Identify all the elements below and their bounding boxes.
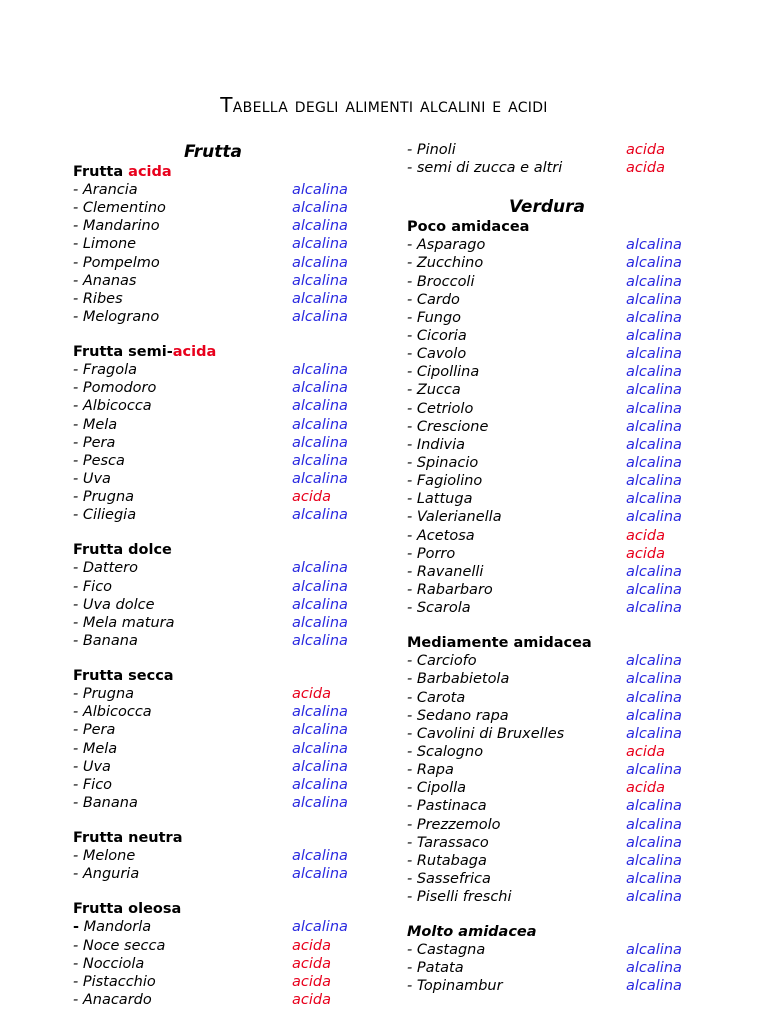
section-frutta-oleosa: [73, 900, 373, 1009]
food-row: [407, 797, 707, 815]
food-name: - Valerianella: [407, 509, 502, 526]
food-name: - Anguria: [73, 866, 140, 883]
ph-value: alcalina: [626, 237, 682, 254]
section-frutta-neutra: [73, 829, 373, 883]
ph-value: acida: [292, 686, 331, 703]
food-row: [407, 236, 707, 254]
ph-value: alcalina: [626, 309, 682, 326]
food-name: - Fagiolino: [407, 473, 483, 490]
food-name: - Albicocca: [73, 704, 152, 721]
food-name: - Fragola: [73, 362, 138, 379]
frutta-heading: Frutta: [184, 142, 242, 162]
food-name: - Albicocca: [73, 398, 152, 415]
food-name: - Nocciola: [73, 955, 145, 972]
food-row: [73, 632, 373, 650]
food-row: [73, 506, 373, 524]
food-row: [407, 141, 707, 159]
food-row: [73, 235, 373, 253]
food-row: [407, 436, 707, 454]
ph-value: alcalina: [626, 671, 682, 688]
ph-value: alcalina: [626, 816, 682, 833]
ph-value: alcalina: [626, 889, 682, 906]
food-name: - Pompelmo: [73, 254, 160, 271]
ph-value: alcalina: [292, 740, 348, 757]
food-name: - Banana: [73, 632, 138, 649]
food-name: - Cetriolo: [407, 400, 474, 417]
food-name: - Carciofo: [407, 653, 477, 670]
ph-value: alcalina: [292, 254, 348, 271]
food-name: - Fico: [73, 776, 113, 793]
page-title: Tabella degli alimenti alcalini e acidi: [220, 93, 548, 117]
ph-value: alcalina: [292, 290, 348, 307]
food-name: - Rapa: [407, 762, 454, 779]
food-name: - Cavolini di Bruxelles: [407, 725, 565, 742]
food-name: - Indivia: [407, 436, 466, 453]
ph-value: alcalina: [292, 866, 348, 883]
food-name: - Prezzemolo: [407, 816, 501, 833]
food-name: - Limone: [73, 236, 137, 253]
food-name: - Spinacio: [407, 454, 479, 471]
food-row: [73, 703, 373, 721]
ph-value: acida: [292, 991, 331, 1008]
food-name: - Scalogno: [407, 743, 484, 760]
food-row: [407, 291, 707, 309]
food-name: - Porro: [407, 545, 456, 562]
food-name: - Banana: [73, 794, 138, 811]
ph-value: alcalina: [292, 470, 348, 487]
food-row: [73, 199, 373, 217]
food-row: [407, 527, 707, 545]
section-title-accent: acida: [128, 164, 172, 180]
food-row: [407, 159, 707, 177]
ph-value: alcalina: [292, 308, 348, 325]
food-name: - Cipolla: [407, 780, 467, 797]
food-name: - Anacardo: [73, 991, 152, 1008]
food-row: [407, 508, 707, 526]
food-row: [73, 470, 373, 488]
section-frutta-semi-acida: [73, 343, 373, 524]
ph-value: alcalina: [626, 978, 682, 995]
ph-value: alcalina: [626, 942, 682, 959]
section-title: Frutta dolce: [73, 542, 172, 559]
food-name: - Mandarino: [73, 218, 160, 235]
food-name: - Carota: [407, 689, 466, 706]
ph-value: alcalina: [626, 291, 682, 308]
section-title: Frutta oleosa: [73, 901, 182, 918]
food-row: [407, 816, 707, 834]
food-row: [407, 472, 707, 490]
ph-value: alcalina: [292, 398, 348, 415]
food-row: [407, 689, 707, 707]
food-name: - Prugna: [73, 686, 135, 703]
food-row: [407, 707, 707, 725]
ph-value: alcalina: [626, 563, 682, 580]
food-row: [407, 852, 707, 870]
food-row: [407, 761, 707, 779]
food-row: [73, 379, 373, 397]
ph-value: alcalina: [626, 382, 682, 399]
food-row: [73, 596, 373, 614]
section-frutta-dolce: [73, 541, 373, 650]
ph-value: alcalina: [626, 600, 682, 617]
section-frutta-oleosa-continued: [407, 141, 707, 177]
food-row: [73, 488, 373, 506]
food-row: [73, 758, 373, 776]
ph-value: alcalina: [626, 834, 682, 851]
food-row: [73, 272, 373, 290]
ph-value: alcalina: [292, 434, 348, 451]
ph-value: acida: [626, 743, 665, 760]
ph-value: alcalina: [292, 200, 348, 217]
food-row: [73, 955, 373, 973]
food-row: [73, 452, 373, 470]
food-row: [407, 941, 707, 959]
ph-value: acida: [292, 937, 331, 954]
food-name: - Acetosa: [407, 527, 475, 544]
ph-value: alcalina: [626, 762, 682, 779]
food-name: - Mandorla: [73, 919, 152, 936]
food-name: - Cardo: [407, 291, 460, 308]
ph-value: alcalina: [292, 560, 348, 577]
ph-value: alcalina: [626, 491, 682, 508]
food-row: [407, 363, 707, 381]
food-name: - Uva: [73, 470, 111, 487]
food-row: [73, 559, 373, 577]
ph-value: alcalina: [626, 707, 682, 724]
food-name: - Tarassaco: [407, 834, 489, 851]
food-row: [73, 918, 373, 936]
section-title: Frutta neutra: [73, 830, 183, 847]
ph-value: alcalina: [626, 581, 682, 598]
ph-value: alcalina: [626, 346, 682, 363]
food-row: [73, 847, 373, 865]
section-title: Poco amidacea: [407, 219, 530, 236]
food-row: [407, 870, 707, 888]
food-name: - Mela: [73, 416, 118, 433]
ph-value: acida: [292, 489, 331, 506]
food-name: - Dattero: [73, 560, 139, 577]
food-name: - semi di zucca e altri: [407, 160, 563, 177]
food-row: [407, 581, 707, 599]
food-row: [407, 381, 707, 399]
food-row: [407, 327, 707, 345]
food-row: [73, 290, 373, 308]
food-name: - Pera: [73, 722, 116, 739]
food-row: [407, 670, 707, 688]
food-name: - Sedano rapa: [407, 707, 509, 724]
ph-value: acida: [292, 955, 331, 972]
food-name: - Fico: [73, 578, 113, 595]
food-name: - Lattuga: [407, 491, 473, 508]
column-verdura: [407, 141, 707, 996]
food-name: - Fungo: [407, 309, 462, 326]
ph-value: alcalina: [292, 182, 348, 198]
ph-value: alcalina: [626, 327, 682, 344]
ph-value: alcalina: [626, 418, 682, 435]
food-row: [73, 937, 373, 955]
ph-value: alcalina: [626, 273, 682, 290]
food-name: - Zucca: [407, 382, 461, 399]
food-name: - Pomodoro: [73, 380, 157, 397]
food-name: - Cicoria: [407, 327, 467, 344]
ph-value: alcalina: [626, 509, 682, 526]
food-row: [73, 416, 373, 434]
food-name: - Zucchino: [407, 255, 484, 272]
ph-value: alcalina: [292, 614, 348, 631]
ph-value: alcalina: [626, 364, 682, 381]
food-name: - Melograno: [73, 308, 160, 325]
food-row: [407, 273, 707, 291]
ph-value: acida: [626, 780, 665, 797]
ph-value: alcalina: [292, 758, 348, 775]
ph-value: alcalina: [626, 436, 682, 453]
section-frutta-secca: [73, 667, 373, 812]
food-name: - Barbabietola: [407, 671, 510, 688]
food-name: - Pesca: [73, 452, 125, 469]
ph-value: alcalina: [626, 689, 682, 706]
food-row: [73, 254, 373, 272]
ph-value: acida: [626, 545, 665, 562]
section-title-text: Frutta: [73, 164, 129, 180]
ph-value: alcalina: [292, 704, 348, 721]
ph-value: alcalina: [626, 870, 682, 887]
ph-value: alcalina: [292, 919, 348, 936]
food-row: [73, 794, 373, 812]
food-row: [407, 834, 707, 852]
food-name: - Pastinaca: [407, 798, 487, 815]
food-name: - Cipollina: [407, 364, 480, 381]
food-row: [407, 490, 707, 508]
food-name: - Pera: [73, 434, 116, 451]
food-row: [407, 743, 707, 761]
food-name: - Topinambur: [407, 978, 503, 995]
food-name: - Sassefrica: [407, 870, 491, 887]
food-name: - Noce secca: [73, 937, 166, 954]
section-title: Molto amidacea: [407, 924, 537, 941]
ph-value: alcalina: [626, 255, 682, 272]
ph-value: alcalina: [292, 236, 348, 253]
food-row: [73, 740, 373, 758]
food-name: - Ravanelli: [407, 563, 484, 580]
section-title: Mediamente amidacea: [407, 635, 592, 652]
food-row: [407, 779, 707, 797]
section-frutta-acida: [73, 163, 373, 326]
food-row: [407, 563, 707, 581]
section-title: Frutta secca: [73, 668, 174, 685]
food-row: [407, 309, 707, 327]
food-name: - Broccoli: [407, 273, 475, 290]
food-name: - Mela: [73, 740, 118, 757]
food-name: - Pistacchio: [73, 973, 156, 990]
food-row: [73, 397, 373, 415]
food-row: [407, 454, 707, 472]
section-title-accent: acida: [172, 344, 217, 361]
food-row: [73, 865, 373, 883]
food-name: - Ciliegia: [73, 507, 137, 524]
food-row: [407, 725, 707, 743]
food-row: [73, 776, 373, 794]
ph-value: alcalina: [292, 362, 348, 379]
section-title-text: Frutta semi-: [73, 344, 173, 361]
ph-value: alcalina: [292, 596, 348, 613]
food-row: [73, 578, 373, 596]
verdura-heading: Verdura: [509, 197, 585, 218]
section-molto-amidacea: [407, 923, 707, 995]
food-name: - Castagna: [407, 942, 486, 959]
food-row: [407, 254, 707, 272]
ph-value: alcalina: [292, 848, 348, 865]
food-name: - Uva: [73, 758, 111, 775]
section-title: [73, 163, 373, 181]
section-title: [73, 343, 373, 361]
section-mediamente-amidacea: [407, 634, 707, 906]
ph-value: alcalina: [292, 722, 348, 739]
ph-value: alcalina: [292, 507, 348, 524]
food-name: - Piselli freschi: [407, 889, 512, 906]
food-name: - Ananas: [73, 272, 137, 289]
ph-value: alcalina: [292, 578, 348, 595]
food-row: [73, 361, 373, 379]
ph-value: alcalina: [626, 473, 682, 490]
ph-value: alcalina: [626, 725, 682, 742]
food-name: - Uva dolce: [73, 596, 155, 613]
food-name: - Arancia: [73, 182, 138, 198]
ph-value: alcalina: [626, 960, 682, 977]
ph-value: acida: [626, 142, 665, 158]
food-row: [73, 308, 373, 326]
food-name: - Scarola: [407, 600, 471, 617]
ph-value: alcalina: [292, 218, 348, 235]
food-row: [407, 888, 707, 906]
ph-value: alcalina: [292, 776, 348, 793]
food-row: [73, 614, 373, 632]
food-name: - Cavolo: [407, 346, 467, 363]
food-row: [73, 973, 373, 991]
ph-value: alcalina: [292, 416, 348, 433]
food-name: - Mela matura: [73, 614, 175, 631]
food-row: [407, 400, 707, 418]
food-name: - Ribes: [73, 290, 123, 307]
ph-value: acida: [626, 527, 665, 544]
ph-value: acida: [292, 973, 331, 990]
food-row: [407, 599, 707, 617]
food-row: [73, 181, 373, 199]
section-poco-amidacea: [407, 218, 707, 617]
food-row: [407, 345, 707, 363]
food-row: [73, 721, 373, 739]
food-row: [407, 545, 707, 563]
ph-value: alcalina: [626, 852, 682, 869]
food-row: [407, 977, 707, 995]
food-row: [73, 991, 373, 1009]
food-name: - Rutabaga: [407, 852, 487, 869]
ph-value: alcalina: [292, 794, 348, 811]
food-name: - Crescione: [407, 418, 489, 435]
food-name: - Patata: [407, 960, 464, 977]
ph-value: alcalina: [626, 653, 682, 670]
ph-value: alcalina: [626, 400, 682, 417]
food-name: - Rabarbaro: [407, 581, 493, 598]
food-name: - Clementino: [73, 200, 166, 217]
food-name: - Pinoli: [407, 142, 456, 158]
food-row: [407, 652, 707, 670]
food-row: [73, 217, 373, 235]
ph-value: acida: [626, 160, 665, 177]
food-row: [73, 434, 373, 452]
column-frutta: [73, 141, 373, 1009]
food-row: [407, 418, 707, 436]
food-name: - Prugna: [73, 489, 135, 506]
food-name: - Asparago: [407, 237, 486, 254]
ph-value: alcalina: [292, 380, 348, 397]
ph-value: alcalina: [626, 454, 682, 471]
food-name: - Melone: [73, 848, 136, 865]
food-row: [407, 959, 707, 977]
food-row: [73, 685, 373, 703]
ph-value: alcalina: [292, 632, 348, 649]
ph-value: alcalina: [292, 452, 348, 469]
ph-value: alcalina: [626, 798, 682, 815]
ph-value: alcalina: [292, 272, 348, 289]
